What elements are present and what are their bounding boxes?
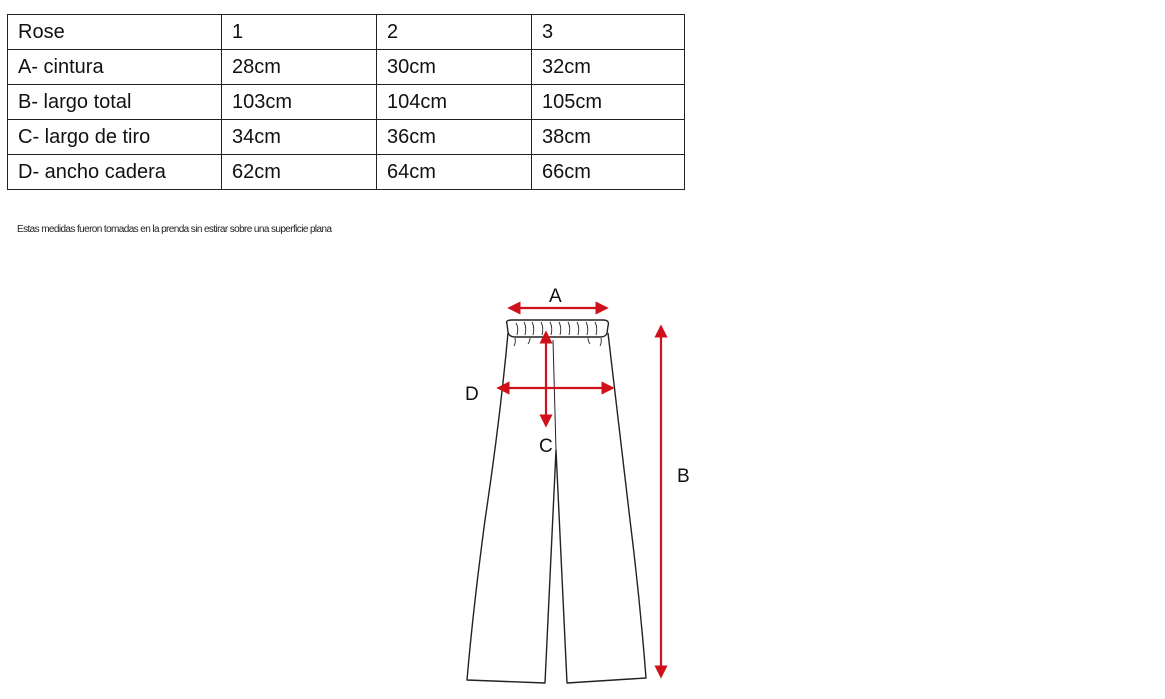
label-a: A bbox=[549, 286, 562, 307]
table-cell: 103cm bbox=[222, 85, 377, 120]
label-d: D bbox=[465, 384, 479, 405]
table-cell: 105cm bbox=[532, 85, 685, 120]
measurement-arrows bbox=[499, 308, 661, 676]
table-cell: 104cm bbox=[377, 85, 532, 120]
measurement-note: Estas medidas fueron tomadas en la prenda sin estirar sobre una superficie plana bbox=[17, 224, 332, 235]
waist-pleats bbox=[514, 338, 601, 346]
table-cell: 62cm bbox=[222, 155, 377, 190]
header-cell: 3 bbox=[532, 15, 685, 50]
waistband-gathers bbox=[516, 322, 597, 335]
table-cell: 66cm bbox=[532, 155, 685, 190]
table-cell: 34cm bbox=[222, 120, 377, 155]
waistband bbox=[507, 320, 609, 337]
label-c: C bbox=[539, 436, 553, 457]
table-cell: 38cm bbox=[532, 120, 685, 155]
header-cell: Rose bbox=[8, 15, 222, 50]
row-label-cell: B- largo total bbox=[8, 85, 222, 120]
pants-outline bbox=[467, 320, 646, 683]
table-cell: 28cm bbox=[222, 50, 377, 85]
header-cell: 1 bbox=[222, 15, 377, 50]
pants-silhouette bbox=[467, 333, 646, 683]
label-b: B bbox=[677, 466, 690, 487]
inseam-line bbox=[553, 340, 556, 450]
table-cell: 30cm bbox=[377, 50, 532, 85]
table-cell: 64cm bbox=[377, 155, 532, 190]
row-label-cell: A- cintura bbox=[8, 50, 222, 85]
table-cell: 32cm bbox=[532, 50, 685, 85]
header-cell: 2 bbox=[377, 15, 532, 50]
row-label-cell: D- ancho cadera bbox=[8, 155, 222, 190]
row-label-cell: C- largo de tiro bbox=[8, 120, 222, 155]
table-cell: 36cm bbox=[377, 120, 532, 155]
